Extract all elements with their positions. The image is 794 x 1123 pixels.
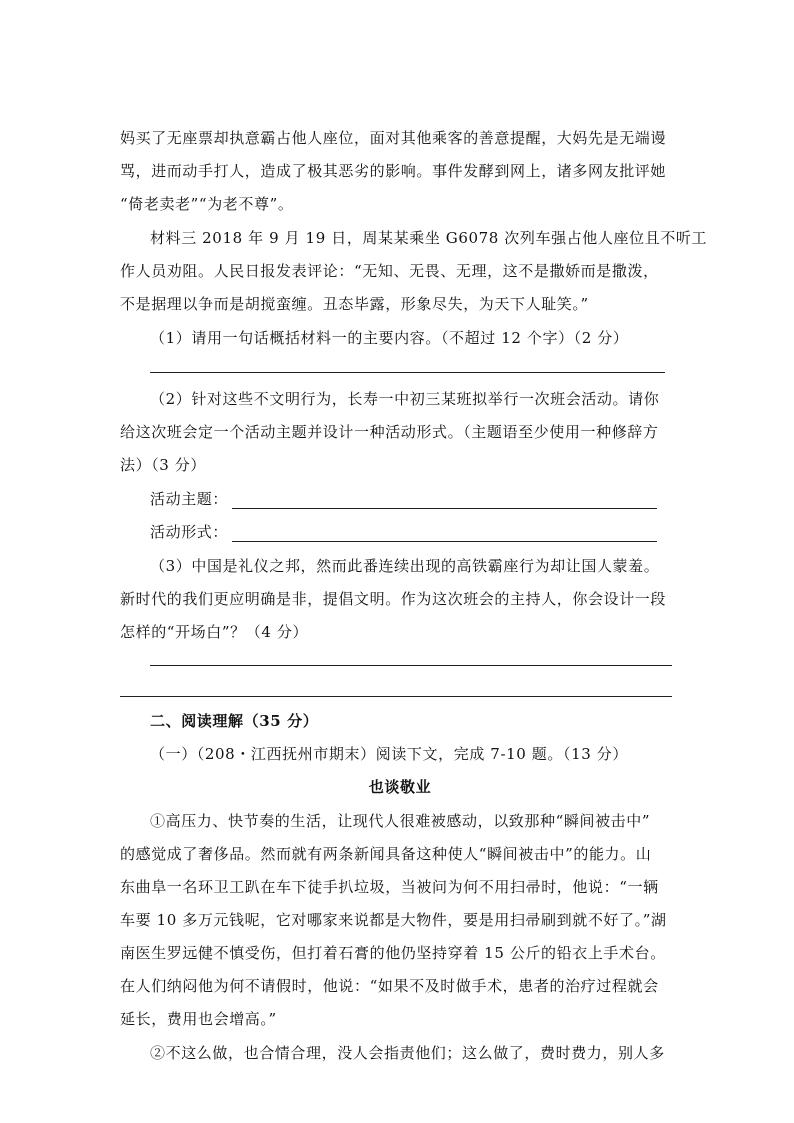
question-2-line-3: 法）（3 分） — [120, 456, 207, 474]
activity-form-answer-line[interactable] — [232, 541, 657, 542]
paragraph-1-line-3: 东曲阜一名环卫工趴在车下徒手扒垃圾，当被问为何不用扫帚时，他说：“一辆 — [120, 878, 659, 896]
paragraph-1-line-4: 车要 10 多万元钱呢，它对哪家来说都是大物件，要是用扫帚刷到就不好了。”湖 — [120, 911, 667, 929]
paragraph-1-line-6: 在人们纳闷他为何不请假时，他说：“如果不及时做手术，患者的治疗过程就会 — [120, 977, 659, 995]
paragraph-1-line-1: ①高压力、快节奏的生活，让现代人很难被感动，以致那种“瞬间被击中” — [150, 812, 651, 830]
material3-line-3: 不是据理以争而是胡搅蛮缠。丑态毕露，形象尽失，为天下人耻笑。” — [120, 295, 589, 313]
question-1: （1）请用一句话概括材料一的主要内容。（不超过 12 个字）（2 分） — [150, 329, 629, 347]
activity-theme-label: 活动主题： — [150, 490, 229, 508]
paragraph-2-line-1: ②不这么做，也合情合理，没人会指责他们；这么做了，费时费力，别人多 — [150, 1044, 665, 1062]
question-3-line-3: 怎样的“开场白”？（4 分） — [120, 623, 309, 641]
question-2-line-2: 给这次班会定一个活动主题并设计一种活动形式。（主题语至少使用一种修辞方 — [120, 423, 659, 441]
passage-intro: （一）（208・江西抚州市期末）阅读下文，完成 7-10 题。（13 分） — [150, 745, 628, 763]
answer-line-q1[interactable] — [150, 372, 665, 373]
question-3-line-2: 新时代的我们更应明确是非，提倡文明。作为这次班会的主持人，你会设计一段 — [120, 590, 667, 608]
answer-line-q3-1[interactable] — [150, 665, 672, 666]
activity-theme-answer-line[interactable] — [232, 508, 657, 509]
material2-line-3: “倚老卖老”“为老不尊”。 — [120, 195, 294, 213]
question-2-line-1: （2）针对这些不文明行为，长寿一中初三某班拟举行一次班会活动。请你 — [150, 390, 660, 408]
answer-line-q3-2[interactable] — [120, 696, 672, 697]
material2-line-2: 骂，进而动手打人，造成了极其恶劣的影响。事件发酵到网上，诸多网友批评她 — [120, 162, 667, 180]
paragraph-1-line-7: 延长，费用也会增高。” — [120, 1010, 277, 1028]
passage-title: 也谈敬业 — [368, 778, 432, 796]
material3-line-2: 作人员劝阻。人民日报发表评论：“无知、无畏、无理，这不是撒娇而是撒泼， — [120, 262, 659, 280]
material3-line-1: 材料三 2018 年 9 月 19 日，周某某乘坐 G6078 次列车强占他人座位且不听工 — [150, 229, 708, 247]
question-3-line-1: （3）中国是礼仪之邦，然而此番连续出现的高铁霸座行为却让国人蒙羞。 — [150, 557, 660, 575]
paragraph-1-line-2: 的感觉成了奢侈品。然而就有两条新闻具备这种使人“瞬间被击中”的能力。山 — [120, 845, 652, 863]
paragraph-1-line-5: 南医生罗远健不慎受伤，但打着石膏的他仍坚持穿着 15 公斤的铅衣上手术台。 — [120, 944, 666, 962]
material2-line-1: 妈买了无座票却执意霸占他人座位，面对其他乘客的善意提醒，大妈先是无端谩 — [120, 129, 667, 147]
section-2-title: 二、阅读理解（35 分） — [150, 712, 319, 730]
activity-form-label: 活动形式： — [150, 523, 229, 541]
